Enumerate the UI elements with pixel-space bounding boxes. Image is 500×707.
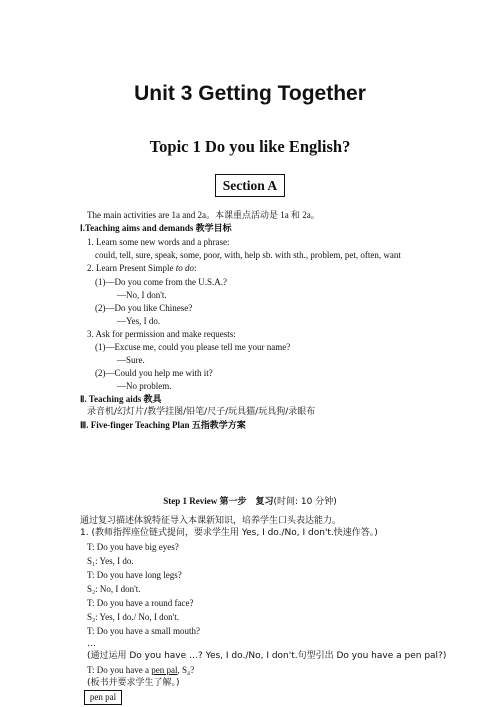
plan-heading-en: Ⅲ. Five-finger Teaching Plan — [80, 420, 190, 430]
example-2-2-answer: —Yes, I do. — [117, 316, 161, 326]
dialogue-line: T: Do you have a small mouth? — [87, 626, 201, 636]
step1-note-1: (通过运用 Do you have …? Yes, I do./No, I don't.句型引出 Do you have a pen pal?) — [87, 651, 447, 661]
aims-heading-en: Ⅰ.Teaching aims and demands — [80, 223, 194, 233]
example-2-2: (2)—Do you like Chinese? — [95, 303, 193, 313]
dialogue-line: T: Do you have long legs? — [87, 570, 182, 580]
dialogue-line: S₂: No, I don't. — [87, 584, 141, 594]
example-3-1-answer: —Sure. — [117, 355, 145, 365]
plan-heading — [80, 419, 246, 432]
dialogue-line: S₁: Yes, I do. — [87, 556, 134, 566]
aids-heading-en: Ⅱ. Teaching aids — [80, 394, 142, 404]
topic-title: Topic 1 Do you like English? — [149, 137, 351, 156]
aids-heading-cn: 教具 — [143, 395, 162, 405]
aims-item-1: 1. Learn some new words and a phrase: — [87, 237, 230, 247]
step1-note-2: (板书并要求学生了解。) — [87, 678, 180, 688]
example-3-2-answer: —No problem. — [117, 381, 172, 391]
step1-item-1: 1. (教师指挥座位链式提问，要求学生用 Yes, I do./No, I don't.快速作答。) — [80, 528, 378, 538]
dialogue-line: S₃: Yes, I do./ No, I don't. — [87, 612, 180, 622]
aims-item-2: 2. Learn Present Simple to do: — [87, 263, 197, 273]
aids-heading — [80, 393, 161, 406]
pen-pal-boxed-word: pen pal — [84, 690, 122, 705]
intro-text: The main activities are 1a and 2a。本课重点活动是 1a 和 2a。 — [87, 210, 320, 220]
example-3-1: (1)—Excuse me, could you please tell me your name? — [95, 342, 291, 352]
example-2-1-answer: —No, I don't. — [117, 290, 167, 300]
aims-heading-cn: 教学目标 — [195, 224, 232, 234]
step1-time: (时间: 10 分钟) — [273, 497, 337, 507]
section-label: Section A — [215, 174, 285, 197]
step1-title-en: Step 1 Review — [163, 496, 218, 506]
step1-title-cn: 第一步 复习 — [219, 497, 274, 507]
aims-item-3: 3. Ask for permission and make requests: — [87, 329, 236, 339]
dialogue-ellipsis: … — [87, 638, 96, 648]
vocab-list: could, tell, sure, speak, some, poor, with, help sb. with sth., problem, pet, often, want — [95, 250, 401, 260]
dialogue-line: T: Do you have big eyes? — [87, 542, 179, 552]
aims-heading — [80, 222, 232, 235]
example-2-1: (1)—Do you come from the U.S.A.? — [95, 277, 227, 287]
unit-title: Unit 3 Getting Together — [134, 82, 366, 105]
plan-heading-cn: 五指教学方案 — [191, 421, 246, 431]
aids-content: 录音机/幻灯片/教学挂图/铅笔/尺子/玩具猫/玩具狗/录眼布 — [87, 407, 316, 417]
pen-pal-question: T: Do you have a pen pal, S₄? — [87, 665, 195, 675]
step1-intro: 通过复习描述体貌特征导入本课新知识，培养学生口头表达能力。 — [80, 516, 342, 526]
dialogue-line: T: Do you have a round face? — [87, 598, 194, 608]
example-3-2: (2)—Could you help me with it? — [95, 368, 213, 378]
step1-title — [0, 494, 500, 507]
